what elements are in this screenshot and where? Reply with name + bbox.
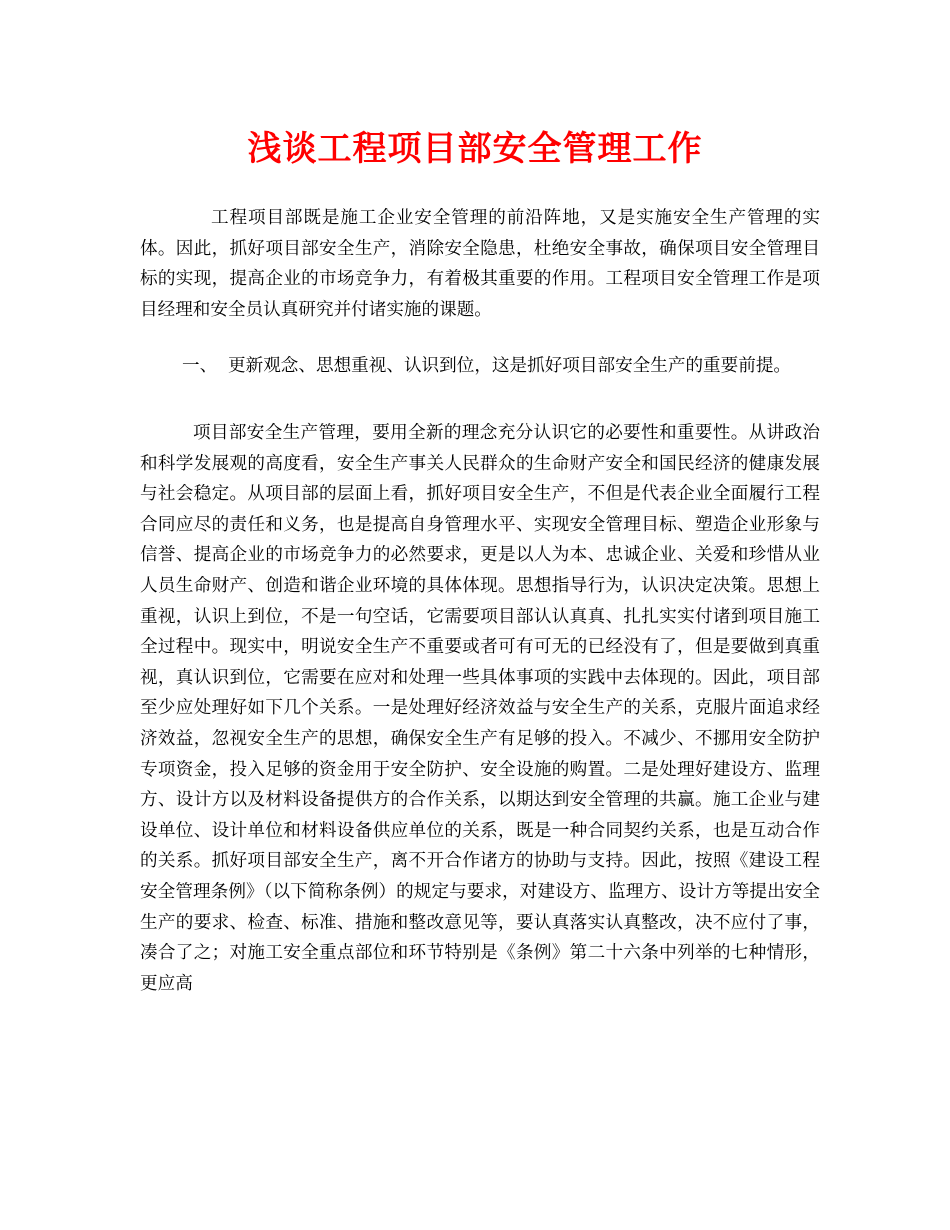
intro-paragraph: 工程项目部既是施工企业安全管理的前沿阵地，又是实施安全生产管理的实体。因此，抓好项目部安全生产，消除安全隐患，杜绝安全事故，确保项目安全管理目标的实现，提高企业的市场竞争力，有着极其重要的作用。工程项目安全管理工作是项目经理和安全员认真研究并付诸实施的课题。 [140,208,820,320]
body-paragraph: 项目部安全生产管理，要用全新的理念充分认识它的必要性和重要性。从讲政治和科学发展观的高度看，安全生产事关人民群众的生命财产安全和国民经济的健康发展与社会稳定。从项目部的层面上看，抓好项目安全生产，不但是代表企业全面履行工程合同应尽的责任和义务，也是提高自身管理水平、实现安全管理目标、塑造企业形象与信誉、提高企业的市场竞争力的必然要求，更是以人为本、忠诚企业、关爱和珍惜从业人员生命财产、创造和谐企业环境的具体体现。思想指导行为，认识决定决策。思想上重视，认识上到位，不是一句空话，它需要项目部认认真真、扎扎实实付诸到项目施工全过程中。现实中，明说安全生产不重要或者可有可无的已经没有了，但是要做到真重视，真认识到位，它需要在应对和处理一些具体事项的实践中去体现的。因此，项目部至少应处理好如下几个关系。一是处理好经济效益与安全生产的关系，克服片面追求经济效益，忽视安全生产的思想，确保安全生产有足够的投入。不减少、不挪用安全防护专项资金，投入足够的资金用于安全防护、安全设施的购置。二是处理好建设方、监理方、设计方以及材料设备提供方的合作关系，以期达到安全管理的共赢。施工企业与建设单位、设计单位和材料设备供应单位的关系，既是一种合同契约关系，也是互动合作的关系。抓好项目部安全生产，离不开合作诸方的协助与支持。因此，按照《建设工程安全管理条例》（以下简称条例）的规定与要求，对建设方、监理方、设计方等提出安全生产的要求、检查、标准、措施和整改意见等，要认真落实认真整改，决不应付了事，凑合了之；对施工安全重点部位和环节特别是《条例》第二十六条中列举的七种情形，更应高 [140,423,820,994]
section-heading-1 [182,351,842,382]
section-number: 一、 [182,356,218,376]
document-title: 浅谈工程项目部安全管理工作 [247,129,703,169]
section-heading-text: 更新观念、思想重视、认识到位，这是抓好项目部安全生产的重要前提。 [228,356,792,376]
